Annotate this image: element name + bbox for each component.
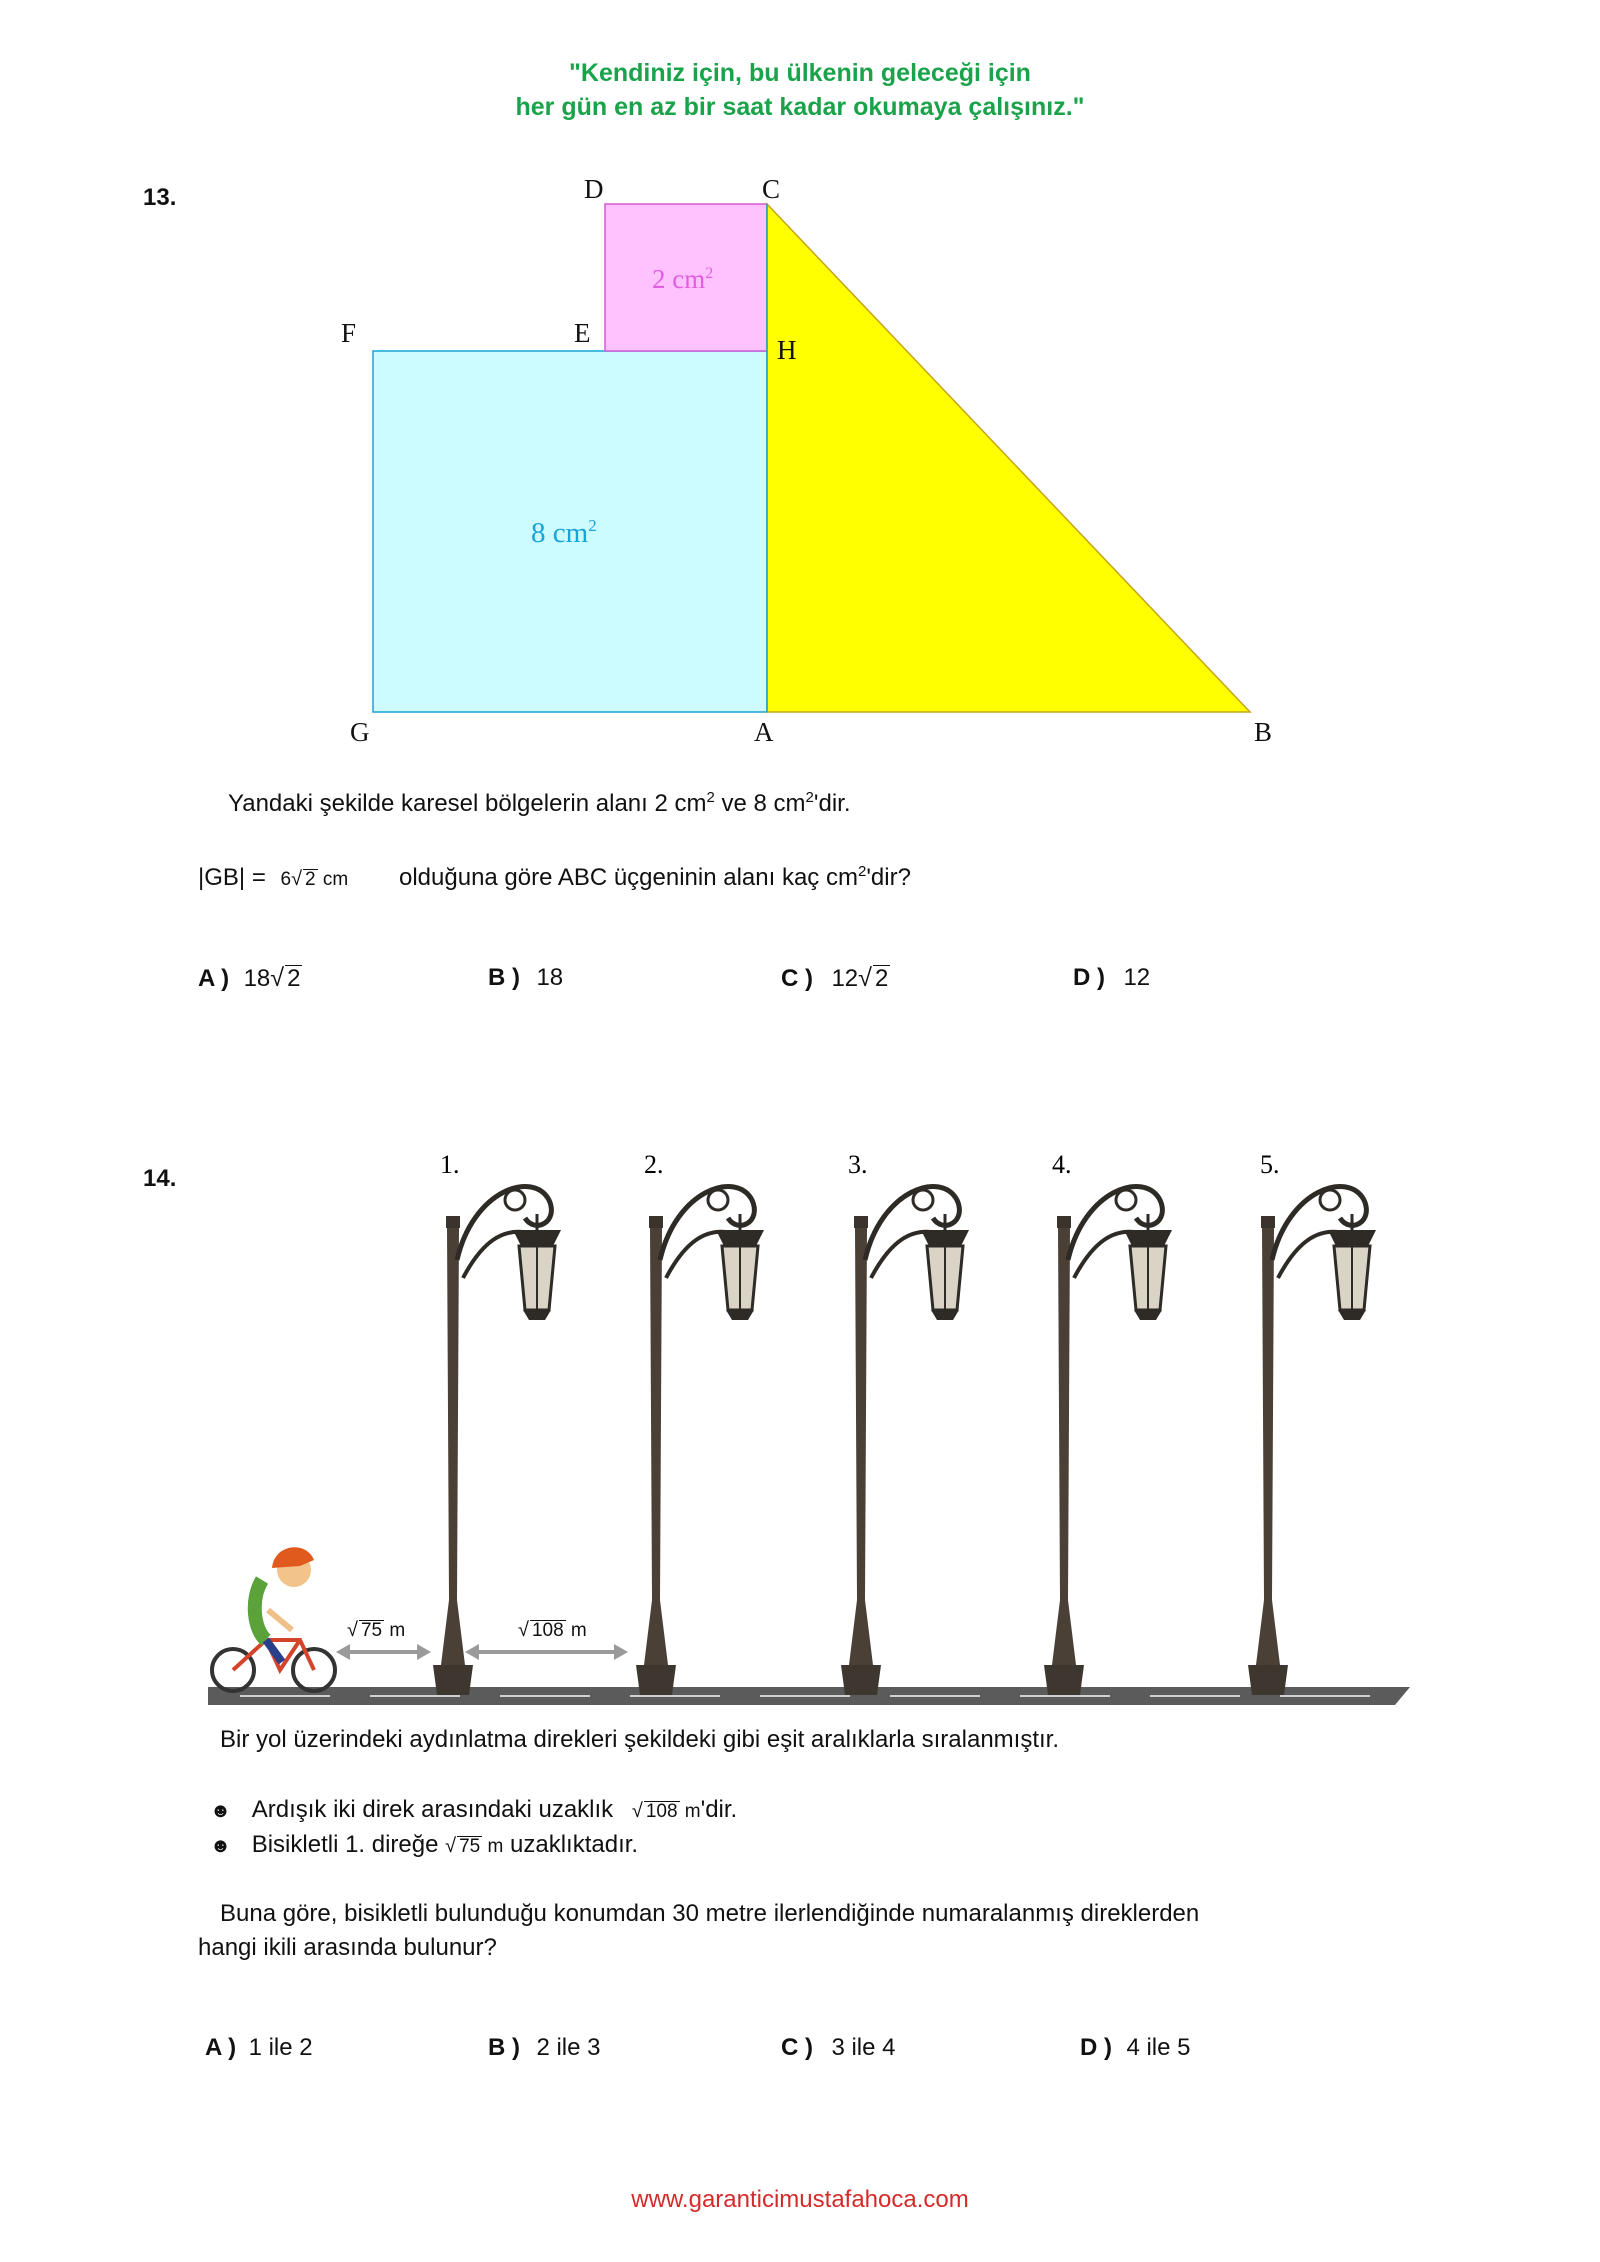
bullet-smiley-icon: ☻ (210, 1800, 232, 1822)
motto-line-1: "Kendiniz için, bu ülkenin geleceği için (569, 59, 1031, 87)
geometry-figure (0, 0, 1600, 760)
point-f: F (341, 318, 357, 348)
lamp-number-4: 4. (1052, 1150, 1072, 1179)
question-13-number: 13. (143, 184, 177, 211)
lamp-number-3: 3. (848, 1150, 868, 1179)
q14-option-b[interactable]: B ) 2 ile 3 (488, 2034, 601, 2061)
q13-option-c[interactable]: C ) 12√ 2 (781, 964, 889, 992)
cyclist-icon (212, 1547, 335, 1691)
q14-intro: Bir yol üzerindeki aydınlatma direkleri şekildeki gibi eşit aralıklarla sıralanmıştır. (220, 1726, 1059, 1753)
q14-bullet-1: ☻ Ardışık iki direk arasındaki uzaklık √ 108 m'dir. (210, 1796, 738, 1823)
distance-arrow-2 (465, 1644, 628, 1660)
triangle-abc (767, 204, 1250, 712)
q13-option-b[interactable]: B ) 18 (488, 964, 564, 991)
point-d: D (584, 174, 604, 204)
lamp-number-2: 2. (644, 1150, 664, 1179)
point-b: B (1254, 717, 1273, 747)
point-c: C (762, 174, 781, 204)
lamp-post-3 (841, 1187, 969, 1696)
point-a: A (754, 717, 774, 747)
q14-option-a[interactable]: A ) 1 ile 2 (205, 2034, 313, 2061)
street-lamps-figure (0, 1140, 1600, 1720)
q13-option-a[interactable]: A ) 18√ 2 (198, 964, 301, 992)
q13-option-d[interactable]: D ) 12 (1073, 964, 1151, 991)
q14-bullet-2: ☻ Bisikletli 1. direğe √ 75 m uzaklıktadır. (210, 1831, 639, 1858)
lamp-number-1: 1. (440, 1150, 460, 1179)
point-e: E (574, 318, 591, 348)
q13-statement-2: |GB| = 6√ 2 cm (198, 864, 349, 891)
lamp-number-5: 5. (1260, 1150, 1280, 1179)
lamp-post-4 (1044, 1187, 1172, 1696)
q14-question-line-1: Buna göre, bisikletli bulunduğu konumdan 30 metre ilerlendiğinde numaralanmış direklerden (220, 1900, 1200, 1927)
q14-option-c[interactable]: C ) 3 ile 4 (781, 2034, 896, 2061)
distance-arrow-1 (336, 1644, 431, 1660)
motto-line-2: her gün en az bir saat kadar okumaya çalışınız." (515, 93, 1085, 121)
point-g: G (350, 717, 370, 747)
bullet-smiley-icon: ☻ (210, 1835, 232, 1857)
lamp-post-2 (636, 1187, 764, 1696)
point-h: H (777, 335, 797, 365)
footer-url-link[interactable]: www.garanticimustafahoca.com (631, 2186, 969, 2213)
distance-label-1: √ 75 m (347, 1619, 406, 1641)
q13-statement-1: Yandaki şekilde karesel bölgelerin alanı 2 $cm^2$ ve 8 $cm^2'dir$. (228, 789, 851, 817)
q14-option-d[interactable]: D ) 4 ile 5 (1080, 2034, 1191, 2061)
lamp-post-5 (1248, 1187, 1376, 1696)
small-area-label: 2 $cm^2$ (652, 264, 714, 294)
q13-statement-3: olduğuna göre ABC üçgeninin alanı kaç $cm^2'dir$? (399, 863, 911, 891)
q14-question-line-2: hangi ikili arasında bulunur? (198, 1934, 497, 1961)
distance-label-2: √ 108 m (518, 1619, 587, 1641)
question-14-number: 14. (143, 1165, 177, 1192)
big-area-label: 8 $cm^2$ (531, 516, 597, 549)
